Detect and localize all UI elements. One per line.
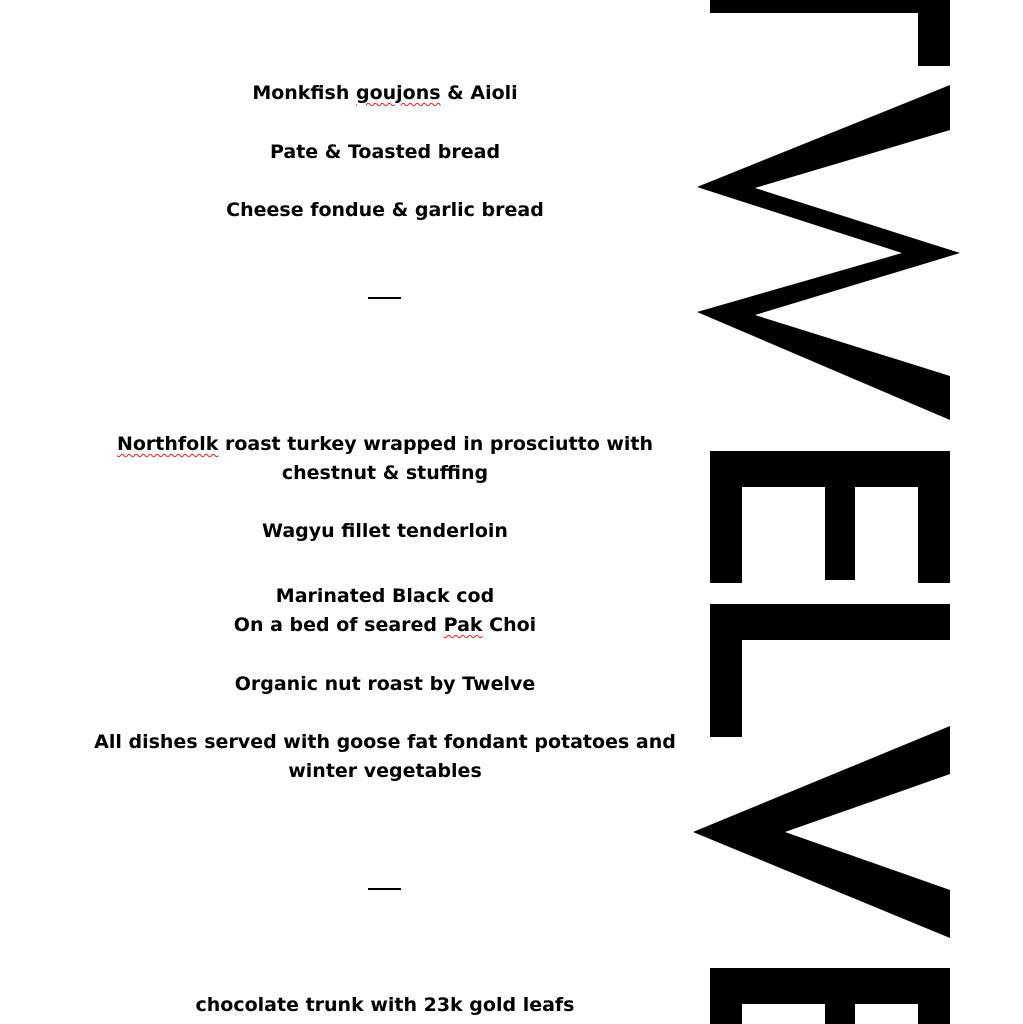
main-black-cod — [90, 582, 680, 640]
main-wagyu — [90, 517, 680, 546]
mains-note-line-2: winter vegetables — [288, 760, 482, 782]
main-wagyu-text: Wagyu fillet tenderloin — [262, 520, 508, 542]
main-turkey — [90, 430, 680, 488]
logo-letter-w — [697, 85, 960, 420]
starter-cheese-fondue-text: Cheese fondue & garlic bread — [226, 199, 544, 221]
starter-cheese-fondue — [90, 196, 680, 225]
mains-note — [90, 728, 680, 786]
section-divider-2 — [368, 888, 401, 890]
main-cod-line-2-c: Choi — [482, 614, 537, 636]
main-cod-line-2 — [90, 611, 680, 640]
mains-note-line-1: All dishes served with goose fat fondant potatoes and — [94, 731, 676, 753]
starter-monkfish-part-1: Monkfish — [252, 82, 356, 104]
dessert-chocolate-trunk — [90, 991, 680, 1020]
main-turkey-line-1-rest: roast turkey wrapped in prosciutto with — [218, 433, 654, 455]
main-cod-line-1: Marinated Black cod — [275, 585, 495, 607]
main-turkey-line-2: chestnut & stuffing — [281, 462, 489, 484]
main-nut-roast — [90, 670, 680, 699]
logo-letter-e-2 — [710, 968, 950, 1024]
starter-monkfish-part-3: & Aioli — [440, 82, 518, 104]
main-cod-pak: Pak — [443, 614, 483, 636]
main-turkey-line-1 — [90, 430, 680, 459]
starter-monkfish — [90, 79, 680, 108]
logo-letter-v — [693, 726, 950, 938]
section-divider-1 — [368, 297, 401, 299]
main-turkey-northfolk: Northfolk — [116, 433, 219, 455]
dessert-text: chocolate trunk with 23k gold leafs — [195, 994, 575, 1016]
logo-letter-l — [710, 604, 950, 737]
logo-letter-t — [710, 0, 950, 66]
logo-letter-e-1 — [710, 451, 950, 583]
starter-pate-text: Pate & Toasted bread — [269, 141, 501, 163]
main-cod-line-2-a: On a bed of seared — [233, 614, 444, 636]
starter-pate — [90, 138, 680, 167]
main-nut-roast-text: Organic nut roast by Twelve — [234, 673, 536, 695]
starter-monkfish-goujons: goujons — [355, 82, 441, 104]
